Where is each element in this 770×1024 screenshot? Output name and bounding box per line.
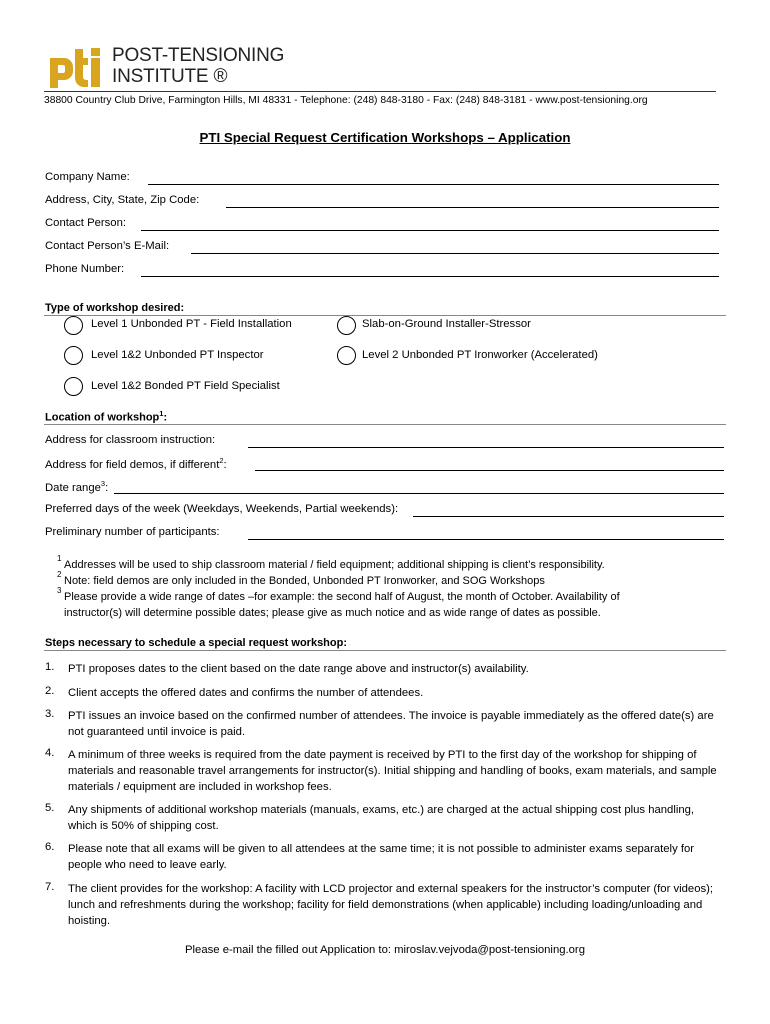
date-range-label [45, 479, 108, 494]
step-7: The client provides for the workshop: A facility with LCD projector and external speakers for the instructor’s computer (for videos); lunch and refreshments during the workshop; facility for field demonstrations (when applicable) including loading/unloading and hoisting. [68, 883, 714, 927]
step-number: 2. [45, 685, 55, 697]
heading-colon: : [163, 411, 168, 424]
option-label: Level 1&2 Bonded PT Field Specialist [91, 380, 280, 392]
submission-instruction: Please e-mail the filled out Application to: miroslav.vejvoda@post-tensioning.org [185, 944, 585, 956]
company-name-label: Company Name: [45, 171, 130, 183]
contact-person-field[interactable] [141, 230, 719, 231]
field-demo-address-label [45, 456, 227, 471]
radio-level2-ironworker[interactable] [337, 346, 356, 365]
footnote-ref: 1 [159, 409, 164, 418]
step-number: 7. [45, 881, 55, 893]
contact-info: 38800 Country Club Drive, Farmington Hills, MI 48331 - Telephone: (248) 848-3180 - Fax: (248) 848-3181 - www.post-tensioning.org [44, 95, 648, 106]
step-number: 6. [45, 841, 55, 853]
org-name-line1: POST-TENSIONING [112, 45, 285, 66]
field-demo-text: Address for field demos, if different [45, 458, 220, 471]
step-number: 1. [45, 661, 55, 673]
date-range-text: Date range [45, 481, 101, 494]
org-name-line2: INSTITUTE ® [112, 66, 228, 87]
company-name-field[interactable] [148, 184, 719, 185]
label-colon: : [105, 481, 109, 494]
field-demo-address-field[interactable] [255, 470, 724, 471]
radio-slab-on-ground[interactable] [337, 316, 356, 335]
step-6: Please note that all exams will be given to all attendees at the same time; it is not possible to administer exams separately for people who need to leave early. [68, 843, 695, 871]
phone-label: Phone Number: [45, 263, 125, 275]
step-number: 4. [45, 747, 55, 759]
option-label: Level 1 Unbonded PT - Field Installation [91, 318, 292, 330]
footnote-1: Addresses will be used to ship classroom material / field equipment; additional shipping is client’s responsibility. [64, 559, 605, 571]
step-5: Any shipments of additional workshop materials (manuals, exams, etc.) are charged at the actual shipping cost plus handling, which is 50% of shipping cost. [68, 804, 695, 832]
step-3: PTI issues an invoice based on the confirmed number of attendees. The invoice is payable immediately as the offered date(s) are not guaranteed until invoice is paid. [68, 710, 714, 738]
option-label: Level 1&2 Unbonded PT Inspector [91, 349, 264, 361]
footnote-number: 2 [57, 570, 62, 579]
location-heading-text: Location of workshop [45, 411, 160, 424]
location-heading [45, 409, 167, 424]
email-label: Contact Person’s E-Mail: [45, 240, 170, 252]
workshop-type-heading: Type of workshop desired: [45, 302, 185, 314]
phone-field[interactable] [141, 276, 719, 277]
section-divider [44, 315, 726, 316]
option-label: Level 2 Unbonded PT Ironworker (Accelerated) [362, 349, 598, 361]
step-2: Client accepts the offered dates and confirms the number of attendees. [68, 687, 424, 699]
steps-heading: Steps necessary to schedule a special request workshop: [45, 637, 348, 649]
preferred-days-field[interactable] [413, 516, 724, 517]
classroom-address-field[interactable] [248, 447, 724, 448]
contact-person-label: Contact Person: [45, 217, 127, 229]
radio-level1-unbonded[interactable] [64, 316, 83, 335]
footnote-number: 3 [57, 586, 62, 595]
participants-field[interactable] [248, 539, 724, 540]
step-1: PTI proposes dates to the client based on the date range above and instructor(s) availability. [68, 663, 529, 675]
option-label: Slab-on-Ground Installer-Stressor [362, 318, 531, 330]
organization-name [112, 45, 284, 87]
footnote-2: Note: field demos are only included in the Bonded, Unbonded PT Ironworker, and SOG Workshops [64, 575, 545, 587]
participants-label: Preliminary number of participants: [45, 526, 220, 538]
email-field[interactable] [191, 253, 719, 254]
classroom-address-label: Address for classroom instruction: [45, 434, 216, 446]
header-divider [44, 91, 716, 92]
step-number: 5. [45, 802, 55, 814]
page-title: PTI Special Request Certification Workshops – Application [199, 130, 571, 145]
section-divider [44, 650, 726, 651]
preferred-days-label: Preferred days of the week (Weekdays, Weekends, Partial weekends): [45, 503, 399, 515]
date-range-field[interactable] [114, 493, 724, 494]
step-number: 3. [45, 708, 55, 720]
footnote-3: Please provide a wide range of dates –for example: the second half of August, the month of October. Availability of instructor(s) will determine possible dates; please give as much notice and as wide range of dates as possible. [64, 591, 620, 619]
radio-level12-bonded[interactable] [64, 377, 83, 396]
address-label: Address, City, State, Zip Code: [45, 194, 200, 206]
footnote-ref: 3 [100, 479, 106, 488]
footnote-ref: 2 [219, 456, 224, 465]
address-field[interactable] [226, 207, 719, 208]
pti-logo [48, 44, 104, 88]
radio-level12-inspector[interactable] [64, 346, 83, 365]
step-4: A minimum of three weeks is required from the date payment is received by PTI to the first day of the workshop for shipping of materials and reasonable travel arrangements for instructor(s). Initial shipping and handling of books, exam materials, and sample materials / equipment are included in workshop fees. [68, 749, 717, 793]
section-divider [44, 424, 726, 425]
footnote-number: 1 [57, 554, 62, 563]
label-colon: : [223, 458, 227, 471]
